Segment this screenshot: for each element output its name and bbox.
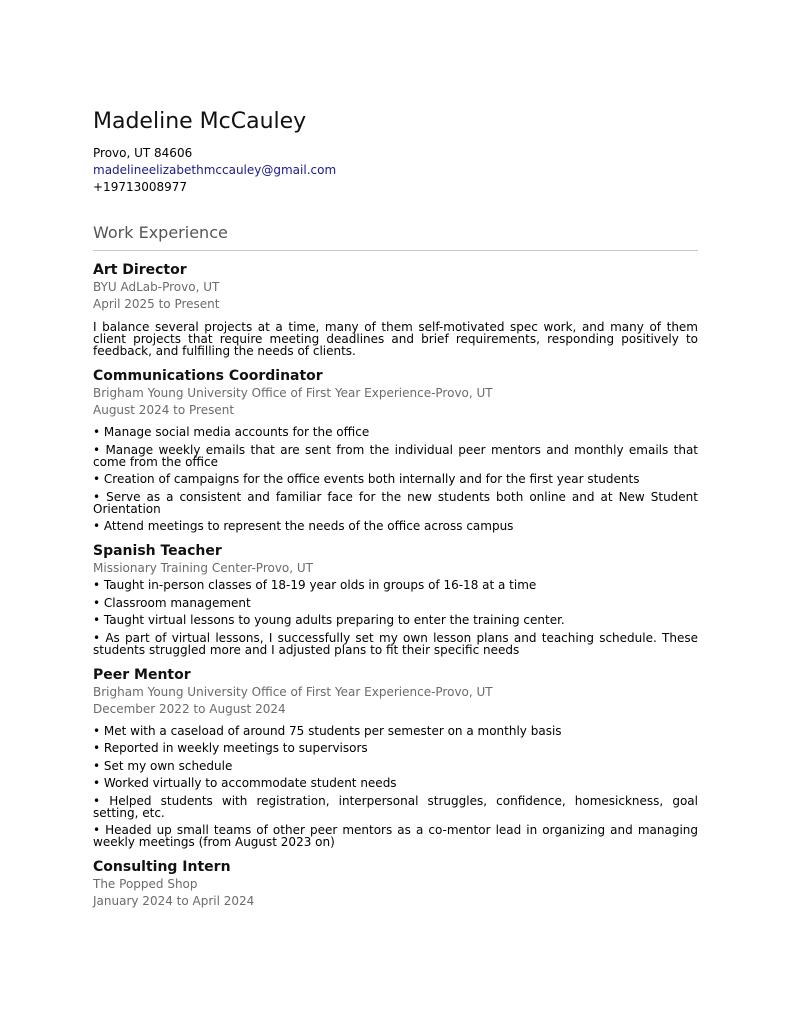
email-link[interactable]: madelineelizabethmccauley@gmail.com: [93, 163, 337, 177]
list-item: • Serve as a consistent and familiar face for the new students both online and at New Student Orientation: [93, 489, 698, 516]
section-title-work-experience: Work Experience: [93, 222, 698, 251]
job-entry-spanish-teacher: [93, 542, 698, 656]
list-item: • Taught virtual lessons to young adults preparing to enter the training center.: [93, 613, 565, 627]
job-bullet-list: [93, 579, 698, 656]
job-title: Spanish Teacher: [93, 543, 222, 559]
header: [93, 108, 698, 196]
phone-number: +19713008977: [93, 180, 188, 194]
job-description: I balance several projects at a time, many of them self-motivated spec work, and many of them client projects that require meeting deadlines and brief requirements, responding positively to feedback, and fulfilling the needs of clients.: [93, 320, 698, 358]
job-entry-art-director: [93, 261, 698, 357]
job-dates: December 2022 to August 2024: [93, 701, 286, 716]
job-dates: April 2025 to Present: [93, 297, 220, 311]
list-item: • Helped students with registration, interpersonal struggles, confidence, homesickness, goal setting, etc.: [93, 793, 698, 820]
list-item: • Manage weekly emails that are sent from the individual peer mentors and monthly emails that come from the office: [93, 442, 698, 469]
job-organization: Brigham Young University Office of First Year Experience-Provo, UT: [93, 684, 493, 699]
job-entry-consulting-intern: [93, 858, 698, 910]
job-organization: Missionary Training Center-Provo, UT: [93, 561, 314, 575]
job-bullet-list: [93, 426, 698, 532]
list-item: • Manage social media accounts for the office: [93, 425, 370, 439]
job-title: Communications Coordinator: [93, 368, 323, 384]
candidate-name: Madeline McCauley: [93, 109, 307, 134]
location: Provo, UT 84606: [93, 146, 193, 160]
job-title: Art Director: [93, 262, 187, 278]
job-dates: January 2024 to April 2024: [93, 894, 255, 908]
job-bullet-list: [93, 725, 698, 849]
resume-page: [93, 108, 698, 910]
job-organization: The Popped Shop: [93, 877, 198, 891]
job-title: Consulting Intern: [93, 859, 231, 875]
list-item: • Met with a caseload of around 75 students per semester on a monthly basis: [93, 723, 562, 738]
job-dates: August 2024 to Present: [93, 403, 235, 417]
list-item: • Set my own schedule: [93, 758, 233, 773]
list-item: • Classroom management: [93, 595, 251, 610]
job-entry-peer-mentor: [93, 666, 698, 849]
job-title: Peer Mentor: [93, 666, 191, 683]
list-item: • Headed up small teams of other peer mentors as a co-mentor lead in organizing and managing weekly meetings (from August 2023 on): [93, 823, 698, 849]
list-item: • As part of virtual lessons, I successfully set my own lesson plans and teaching schedule. These students struggled more and I adjusted plans to fit their specific needs: [93, 630, 698, 657]
list-item: • Taught in-person classes of 18-19 year olds in groups of 16-18 at a time: [93, 578, 537, 592]
job-organization: BYU AdLab-Provo, UT: [93, 280, 220, 294]
list-item: • Creation of campaigns for the office events both internally and for the first year students: [93, 472, 640, 486]
job-entry-communications-coordinator: [93, 367, 698, 532]
job-organization: Brigham Young University Office of First Year Experience-Provo, UT: [93, 386, 493, 400]
list-item: • Reported in weekly meetings to supervisors: [93, 741, 368, 755]
list-item: • Worked virtually to accommodate student needs: [93, 776, 397, 790]
list-item: • Attend meetings to represent the needs of the office across campus: [93, 519, 514, 533]
